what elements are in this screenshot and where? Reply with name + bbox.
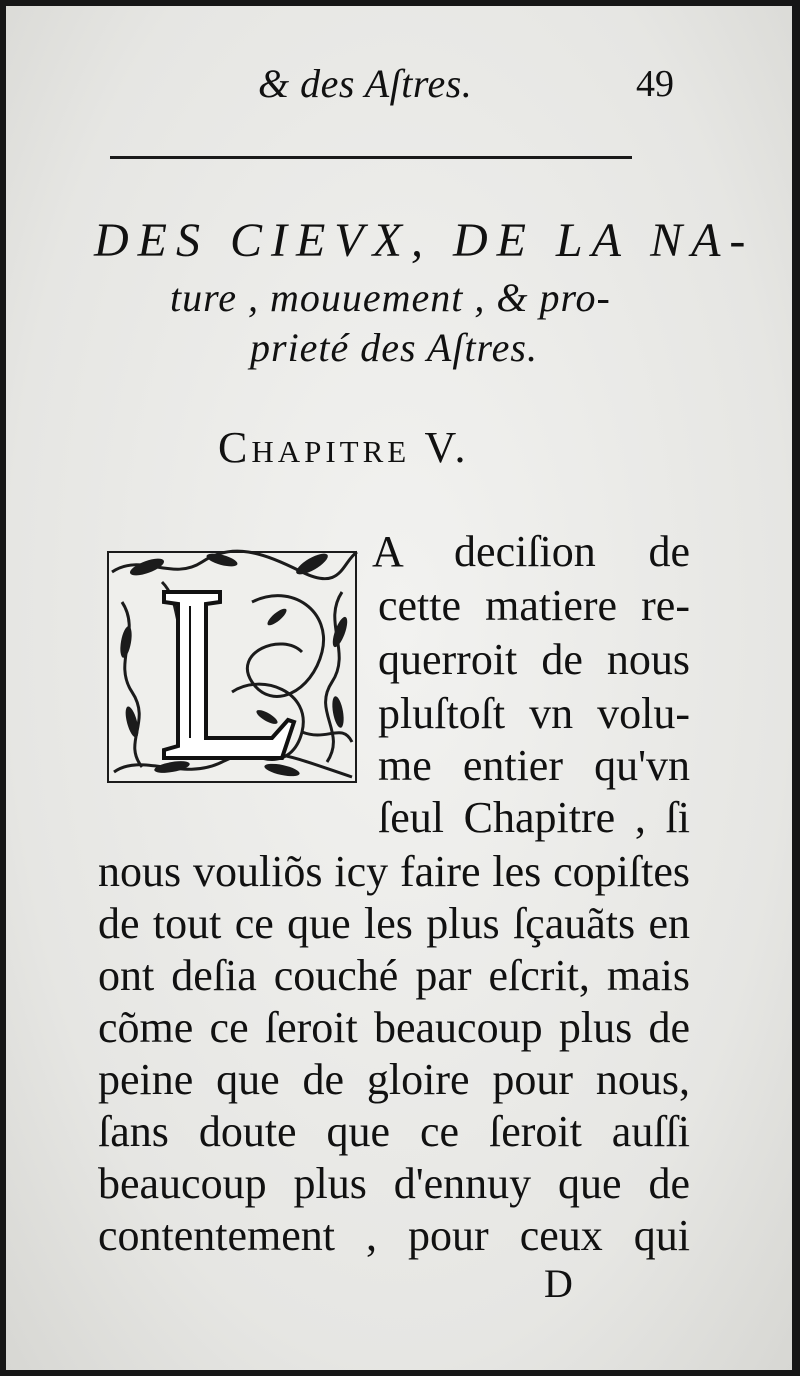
chapter-heading-line-1: DES CIEVX, DE LA NA- [94,214,755,267]
body-line: contentement , pour ceux qui [98,1211,690,1260]
running-head-title: & des Aſtres. [258,61,473,106]
body-line: ont deſia couché par eſcrit, mais [98,951,690,1000]
body-line: pluſtoſt vn volu- [378,689,690,738]
body-line: ſans doute que ce ſeroit auſſi [98,1107,690,1156]
body-line: peine que de gloire pour nous, [98,1055,690,1104]
body-line: querroit de nous [378,635,690,684]
body-line: me entier qu'vn [378,741,690,790]
chapter-number: Chapitre V. [218,423,470,472]
body-line: de tout ce que les plus ſçauãts en [98,899,690,948]
page-number: 49 [636,63,674,105]
body-line: ſeul Chapitre , ſi [378,793,690,842]
signature-mark: D [544,1261,573,1306]
body-line: nous vouliõs icy faire les copiſtes [98,847,690,896]
book-page [6,6,792,1370]
body-line: beaucoup plus d'ennuy que de [98,1159,690,1208]
body-line: cõme ce ſeroit beaucoup plus de [98,1003,690,1052]
body-line: cette matiere re- [378,581,690,630]
chapter-heading-line-3: prieté des Aſtres. [250,325,538,370]
body-line: A deciſion de [372,527,690,576]
chapter-heading-line-2: ture , mouuement , & pro- [170,275,611,320]
decorated-initial-l [102,542,364,792]
header-rule [110,156,632,159]
